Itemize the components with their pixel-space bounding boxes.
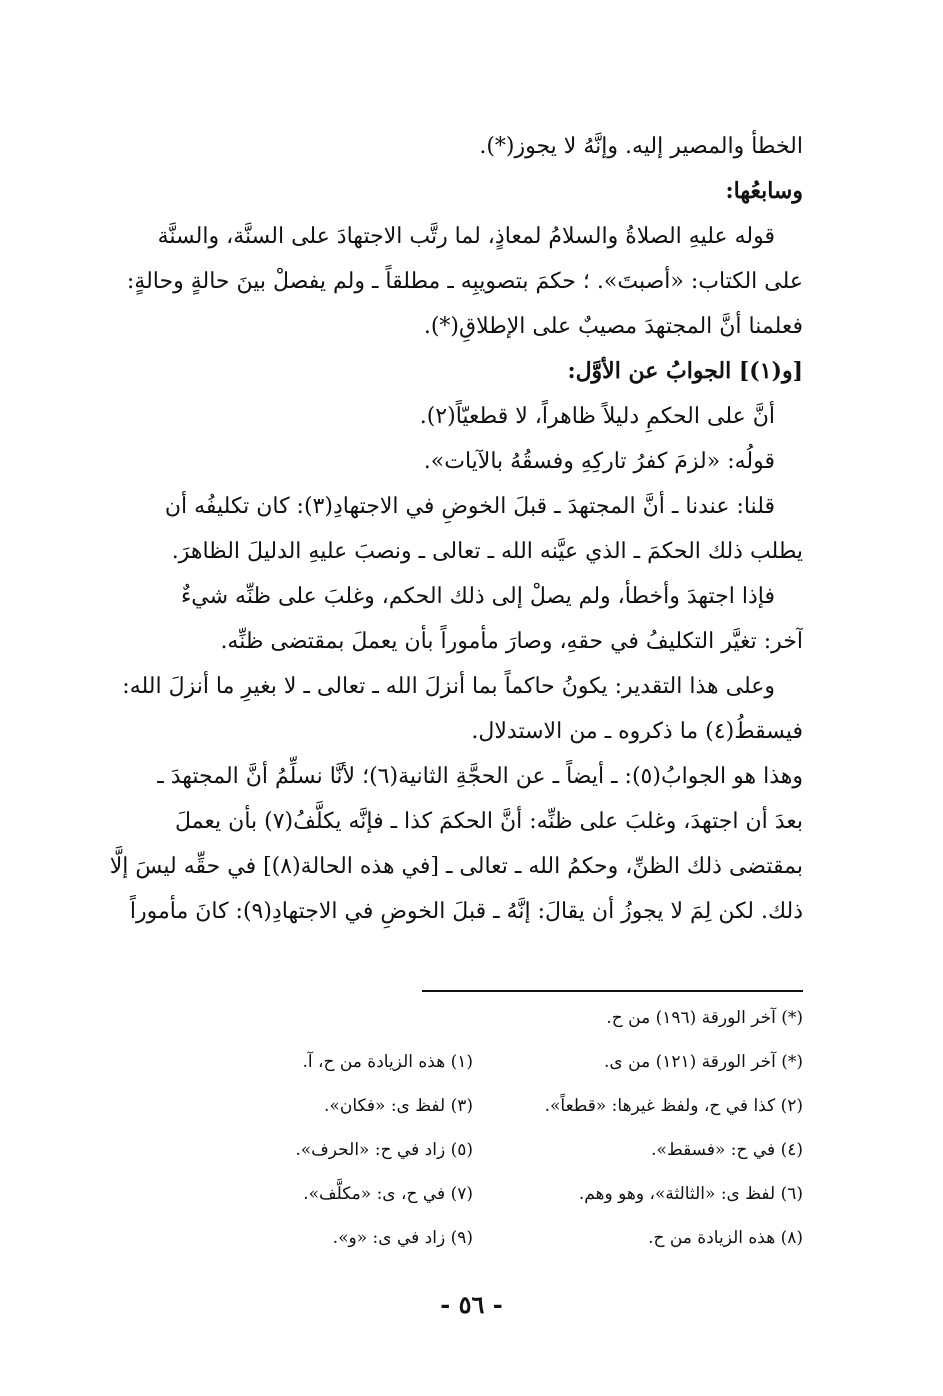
text-line: قلنا: عندنا ـ أنَّ المجتهدَ ـ قبلَ الخوضِ في الاجتهادِ(٣): كان تكليفُه أن (164, 494, 775, 519)
section-heading: [و(١)] الجوابُ عن الأوَّل: (567, 358, 803, 384)
text-line: فيسقطُ(٤) ما ذكروه ـ من الاستدلال. (471, 719, 803, 744)
footnote-row (110, 1091, 803, 1135)
footnote: (٤) في ح: «فسقط». (651, 1140, 803, 1160)
text-line: على الكتاب: «أصبتَ». ؛ حكمَ بتصويبِه ـ مطلقاً ـ ولم يفصلْ بينَ حالةٍ وحالةٍ: (126, 269, 803, 294)
text-line: ذلك. لكن لِمَ لا يجوزُ أن يقالَ: إنَّهُ ـ قبلَ الخوضِ في الاجتهادِ(٩): كانَ مأموراً (129, 899, 803, 924)
text-line: آخر: تغيَّر التكليفُ في حقهِ، وصارَ مأموراً بأن يعملَ بمقتضى ظنِّه. (220, 629, 803, 654)
text-line: وعلى هذا التقدير: يكونُ حاكماً بما أنزلَ الله ـ تعالى ـ لا بغيرِ ما أنزلَ الله: (122, 674, 775, 699)
footnote: (٣) لفظ ى: «فكان». (324, 1096, 473, 1116)
footnote-row (110, 1223, 803, 1267)
footnote-row (110, 1135, 803, 1179)
footnote: (٩) زاد في ى: «و». (332, 1228, 473, 1248)
footnote: (٢) كذا في ح، ولفظ غيرها: «قطعاً». (544, 1096, 803, 1116)
text-line: بمقتضى ذلك الظنِّ، وحكمُ الله ـ تعالى ـ [في هذه الحالة(٨)] في حقِّه ليسَ إلَّا (110, 854, 803, 879)
text-line: فعلمنا أنَّ المجتهدَ مصيبٌ على الإطلاقِ(*). (423, 314, 803, 339)
footnote: (٧) في ح، ى: «مكلَّف». (303, 1184, 473, 1204)
section-heading: وسابعُها: (725, 178, 803, 204)
text-line: وهذا هو الجوابُ(٥): ـ أيضاً ـ عن الحجَّةِ الثانية(٦)؛ لأنَّا نسلِّمُ أنَّ المجتهدَ ـ (157, 764, 803, 789)
footnote: (٨) هذه الزيادة من ح. (648, 1228, 803, 1248)
main-text (110, 124, 803, 934)
text-line: بعدَ أن اجتهدَ، وغلبَ على ظنِّه: أنَّ الحكمَ كذا ـ فإنَّه يكلَّفُ(٧) بأن يعملَ (175, 809, 803, 834)
footnote: (*) آخر الورقة (١٢١) من ى. (604, 1052, 803, 1072)
text-line: الخطأ والمصير إليه. وإنَّهُ لا يجوز(*). (479, 134, 803, 159)
footnote-divider (422, 990, 803, 992)
footnote: (*) آخر الورقة (١٩٦) من ح. (606, 1008, 803, 1028)
footnote: (٥) زاد في ح: «الحرف». (295, 1140, 473, 1160)
text-line: فإذا اجتهدَ وأخطأ، ولم يصلْ إلى ذلك الحكم، وغلبَ على ظنِّه شيءٌ (180, 584, 775, 609)
footnote-row (110, 1047, 803, 1091)
text-line: قولُه: «لزمَ كفرُ تاركِهِ وفسقُهُ بالآيات». (423, 449, 775, 474)
text-line: يطلب ذلك الحكمَ ـ الذي عيَّنه الله ـ تعالى ـ ونصبَ عليهِ الدليلَ الظاهرَ. (171, 539, 803, 564)
page-number: - ٥٦ - (440, 1290, 503, 1319)
text-line: قوله عليهِ الصلاةُ والسلامُ لمعاذٍ، لما رتَّب الاجتهادَ على السنَّة، والسنَّة (157, 224, 775, 249)
footnotes (110, 1003, 803, 1267)
text-line: أنَّ على الحكمِ دليلاً ظاهراً، لا قطعيّاً(٢). (419, 404, 775, 429)
footnote: (١) هذه الزيادة من ح، آ. (302, 1052, 473, 1072)
footnote-row (110, 1003, 803, 1047)
footnote-row (110, 1179, 803, 1223)
footnote: (٦) لفظ ى: «الثالثة»، وهو وهم. (578, 1184, 803, 1204)
